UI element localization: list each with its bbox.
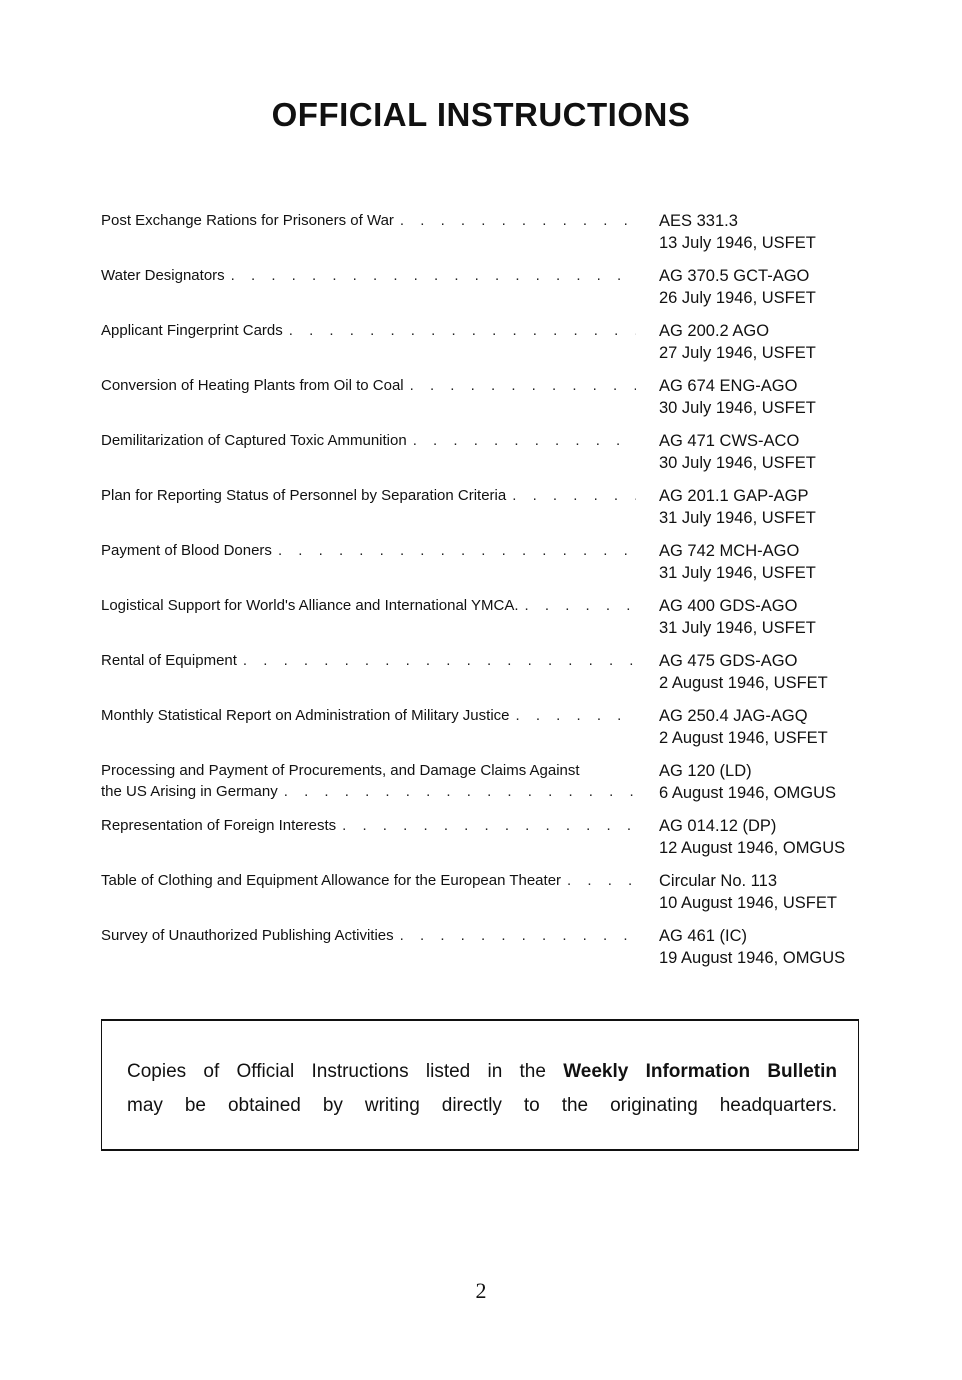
- instruction-subject: [101, 430, 636, 451]
- instruction-reference: [659, 595, 879, 639]
- reference-number: AG 201.1 GAP-AGP: [659, 487, 809, 505]
- instruction-reference: [659, 705, 879, 749]
- reference-number: AG 200.2 AGO: [659, 322, 770, 340]
- subject-text: Processing and Payment of Procurements, and Damage Claims Against: [101, 762, 580, 779]
- reference-number: AES 331.3: [659, 212, 738, 230]
- reference-number: AG 674 ENG-AGO: [659, 377, 798, 395]
- reference-date: 13 July 1946, USFET: [659, 234, 816, 252]
- dot-leader: [243, 650, 636, 671]
- reference-number: AG 471 CWS-ACO: [659, 432, 800, 450]
- instruction-entry: [101, 485, 871, 540]
- subject-text: Post Exchange Rations for Prisoners of War: [101, 212, 394, 229]
- reference-date: 12 August 1946, OMGUS: [659, 839, 846, 857]
- bulletin-name: Weekly Information Bulletin: [563, 1061, 837, 1082]
- instruction-subject: [101, 210, 636, 231]
- subject-text: Demilitarization of Captured Toxic Ammunition: [101, 432, 407, 449]
- instruction-reference: [659, 265, 879, 309]
- instruction-entry: [101, 265, 871, 320]
- dot-leader: [400, 925, 636, 946]
- subject-text: Representation of Foreign Interests: [101, 817, 337, 834]
- reference-number: AG 250.4 JAG-AGQ: [659, 707, 808, 725]
- reference-date: 27 July 1946, USFET: [659, 344, 816, 362]
- instruction-subject: [101, 815, 636, 836]
- dot-leader: [413, 430, 636, 451]
- dot-leader: [289, 320, 636, 341]
- instruction-reference: [659, 485, 879, 529]
- reference-number: Circular No. 113: [659, 872, 777, 890]
- instruction-subject: [101, 870, 636, 891]
- notice-box: [101, 1019, 859, 1151]
- dot-leader: [525, 595, 636, 616]
- instruction-entry: [101, 705, 871, 760]
- notice-line-1: [127, 1055, 837, 1089]
- dot-leader: [567, 870, 636, 891]
- instruction-subject: [101, 760, 636, 802]
- reference-date: 30 July 1946, USFET: [659, 399, 816, 417]
- instruction-entry: [101, 925, 871, 980]
- reference-date: 6 August 1946, OMGUS: [659, 784, 837, 802]
- dot-leader: [400, 210, 636, 231]
- instruction-entry: [101, 320, 871, 375]
- dot-leader: [516, 705, 637, 726]
- subject-text: Monthly Statistical Report on Administration of Military Justice: [101, 707, 510, 724]
- dot-leader: [231, 265, 636, 286]
- reference-date: 2 August 1946, USFET: [659, 674, 828, 692]
- reference-number: AG 400 GDS-AGO: [659, 597, 798, 615]
- instruction-reference: [659, 540, 879, 584]
- instruction-reference: [659, 375, 879, 419]
- instruction-entry: [101, 375, 871, 430]
- subject-text: the US Arising in Germany: [101, 783, 278, 800]
- reference-date: 31 July 1946, USFET: [659, 564, 816, 582]
- subject-text: Plan for Reporting Status of Personnel by Separation Criteria: [101, 487, 507, 504]
- instruction-reference: [659, 925, 879, 969]
- reference-date: 19 August 1946, OMGUS: [659, 949, 846, 967]
- subject-text: Survey of Unauthorized Publishing Activities: [101, 927, 394, 944]
- instruction-subject: [101, 650, 636, 671]
- subject-text: Water Designators: [101, 267, 225, 284]
- dot-leader: [284, 781, 636, 802]
- instruction-subject: [101, 705, 636, 726]
- instruction-reference: [659, 320, 879, 364]
- instruction-subject: [101, 265, 636, 286]
- reference-date: 30 July 1946, USFET: [659, 454, 816, 472]
- instruction-entry: [101, 650, 871, 705]
- instruction-entry: [101, 815, 871, 870]
- instruction-entry: [101, 540, 871, 595]
- instruction-subject: [101, 375, 636, 396]
- instructions-list: [101, 210, 871, 980]
- instruction-subject: [101, 320, 636, 341]
- subject-text: Conversion of Heating Plants from Oil to Coal: [101, 377, 404, 394]
- instruction-subject: [101, 925, 636, 946]
- subject-text: Applicant Fingerprint Cards: [101, 322, 283, 339]
- notice-text: Copies of Official Instructions listed in the: [127, 1061, 546, 1082]
- dot-leader: [410, 375, 636, 396]
- reference-number: AG 461 (IC): [659, 927, 748, 945]
- instruction-reference: [659, 430, 879, 474]
- reference-number: AG 370.5 GCT-AGO: [659, 267, 810, 285]
- dot-leader: [278, 540, 636, 561]
- page-title: OFFICIAL INSTRUCTIONS: [271, 96, 691, 133]
- instruction-entry: [101, 870, 871, 925]
- reference-number: AG 120 (LD): [659, 762, 752, 780]
- reference-date: 31 July 1946, USFET: [659, 509, 816, 527]
- instruction-reference: [659, 815, 879, 859]
- reference-date: 2 August 1946, USFET: [659, 729, 828, 747]
- instruction-entry: [101, 595, 871, 650]
- subject-text: Logistical Support for World's Alliance and International YMCA.: [101, 597, 519, 614]
- instruction-entry: [101, 430, 871, 485]
- reference-number: AG 014.12 (DP): [659, 817, 777, 835]
- instruction-subject: [101, 485, 636, 506]
- subject-text: Payment of Blood Doners: [101, 542, 272, 559]
- reference-number: AG 475 GDS-AGO: [659, 652, 798, 670]
- reference-date: 26 July 1946, USFET: [659, 289, 816, 307]
- instruction-entry: [101, 760, 871, 815]
- instruction-reference: [659, 870, 879, 914]
- reference-date: 10 August 1946, USFET: [659, 894, 837, 912]
- instruction-reference: [659, 760, 879, 804]
- page-number: 2: [475, 1278, 487, 1303]
- instruction-subject: [101, 540, 636, 561]
- instruction-entry: [101, 210, 871, 265]
- instruction-reference: [659, 650, 879, 694]
- notice-line-2: may be obtained by writing directly to the originating headquarters.: [127, 1095, 837, 1116]
- subject-text: Table of Clothing and Equipment Allowance for the European Theater: [101, 872, 562, 889]
- dot-leader: [342, 815, 636, 836]
- subject-text: Rental of Equipment: [101, 652, 237, 669]
- reference-number: AG 742 MCH-AGO: [659, 542, 800, 560]
- instruction-reference: [659, 210, 879, 254]
- dot-leader: [512, 485, 636, 506]
- instruction-subject: [101, 595, 636, 616]
- reference-date: 31 July 1946, USFET: [659, 619, 816, 637]
